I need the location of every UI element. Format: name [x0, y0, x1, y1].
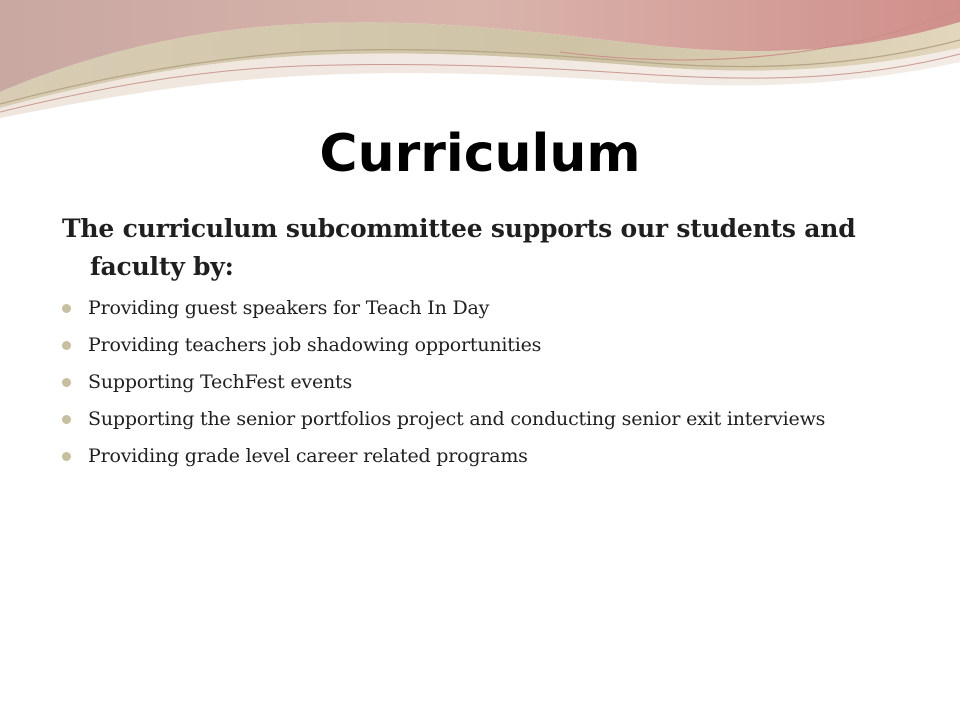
slide-body [62, 210, 882, 480]
bullet-item [62, 406, 882, 432]
bullet-item [62, 369, 882, 395]
bullet-text: Supporting the senior portfolios project and conducting senior exit interviews [88, 408, 826, 430]
bullet-item [62, 443, 882, 469]
intro-text: The curriculum subcommittee supports our students and faculty by: [62, 214, 856, 281]
bullet-text: Providing guest speakers for Teach In Day [88, 297, 490, 319]
bullet-item [62, 295, 882, 321]
bullet-dot-icon [62, 378, 71, 387]
bullet-text: Supporting TechFest events [88, 371, 353, 393]
bullet-item [62, 332, 882, 358]
bullet-dot-icon [62, 341, 71, 350]
bullet-dot-icon [62, 452, 71, 461]
header-decoration [0, 0, 960, 140]
bullet-text: Providing grade level career related programs [88, 445, 528, 467]
bullet-dot-icon [62, 304, 71, 313]
bullet-text: Providing teachers job shadowing opportunities [88, 334, 542, 356]
bullet-dot-icon [62, 415, 71, 424]
slide-title: Curriculum [319, 124, 641, 184]
bullet-list [62, 295, 882, 469]
